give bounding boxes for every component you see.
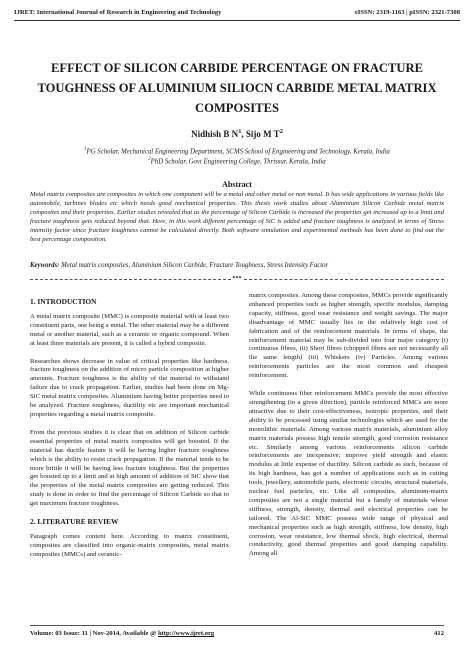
keywords-text: Metal matrix composites, Aluminium Silicon Carbide, Fracture Toughness, Stress Intensity Factor xyxy=(59,262,329,269)
right-column xyxy=(249,292,448,568)
paragraph: matrix composites. Among these composites, MMCs provide significantly enhanced properties such as higher strength, specific modulus, damping capacity, stiffness, good wear resistance and weight savings. The major disadvantage of MMC usually lies in the relatively high cost of fabrication and of the reinforcement materials. In terms of shape, the reinforcement material may be sub-divided into four major category (i) continuous fibres, (ii) Short fibres (chopped fibres are not necessarily all the same length) (iii) Whiskers (iv) Particles. Among various reinforcements particles are the most common and cheapest reinforcement. xyxy=(249,292,448,380)
paper-title: EFFECT OF SILICON CARBIDE PERCENTAGE ON FRACTURE TOUGHNESS OF ALUMINIUM SILIOCN CARBIDE METAL MATRIX COMPOSITES xyxy=(37,61,437,115)
author-sep: , xyxy=(241,129,246,139)
separator-stars: *** xyxy=(232,276,242,282)
section-separator xyxy=(30,276,444,282)
header-rule xyxy=(14,20,460,21)
affiliation-1-text: PG Scholar, Mechanical Engineering Department, SCMS School of Engineering and Technology, Kerala, India xyxy=(86,148,390,156)
author-1: Nidhish B N xyxy=(191,129,239,139)
left-column xyxy=(30,292,229,569)
abstract-heading: Abstract xyxy=(222,180,252,189)
affiliation-2-text: PhD Scholar, Govt Engineering College, Thrissur, Kerala, India xyxy=(150,158,326,166)
authors xyxy=(0,128,474,139)
paragraph: Researches shows decrease in value of critical properties like hardness, fracture toughness on the addition of micro particle composition at higher amounts. Fracture toughness is the ability of the material to withstand failure due to crack propagation. Earlier, studies had been done on Mg-SiC metal matrix composites. Aluminium having better properties need to be analyzed. Fracture toughness, ductility etc are important mechanical properties regarding a metal matrix composite. xyxy=(30,357,229,418)
keywords-label: Keywords: xyxy=(30,262,60,269)
paragraph: Paragraph comes content here. According to matrix constituent, composites are classified into organic-matrix composites, metal matrix composites (MMCs) and ceramic- xyxy=(30,532,229,558)
author-2: Sijo M T xyxy=(245,129,280,139)
paragraph: While continuous fiber reinforcement MMCs provide the most effective strengthening (in a given direction), particle reinforced MMCs are more attractive due to their cost-effectiveness, isotropic properties, and their ability to be processed using similar technologies which are used for the monolithic materials. Among various matrix materials, aluminium alloy matrix materials possess high tensile strength, good corrosion resistance etc. Similarly among various reinforcements silicon carbide reinforcements are inexpensive; improve yield strength and elastic modulus at little expense of ductility. Silicon carbide as such, because of its high hardness, has got a number of applications such as in cutting tools, jewellery, automobile parts, electronic circuits, structural materials, nuclear fuel particles, etc. Like all composites, aluminum-matrix composites are not a single material but a family of materials whose stiffness, strength, density, thermal and electrical properties can be tailored. The Al-SiC MMC possess wide range of physical and mechanical properties such as high strength, stiffness, low density, high corrosion, wear resistance, low thermal shock, high electrical, thermal conductivity, good thermal properties and good damping capability. Among all xyxy=(249,390,448,558)
journal-name: IJRET: International Journal of Research in Engineering and Technology xyxy=(14,9,222,16)
footer xyxy=(30,630,444,637)
page-number: 412 xyxy=(434,630,444,637)
paragraph: From the previous studies it is clear that on addition of Silicon carbide essential properties of metal matrix composites will get boosted. If the material has ductile feature it will be having higher fracture toughness which is the ability to resist crack propagation. If the material tends to be more brittle it will be having less fracture toughness. But the properties get boosted up to a limit and at high amount of addition of SiC show that the properties of the metal matrix composites are getting reduced. This study is done in order to find the percentage of Silicon Carbide so that to get maximum fracture toughness. xyxy=(30,428,229,508)
author-1-sup: 1 xyxy=(238,128,242,135)
heading-literature-review: 2. LITERATURE REVIEW xyxy=(30,517,119,527)
issn: eISSN: 2319-1163 | pISSN: 2321-7308 xyxy=(354,9,460,16)
heading-introduction: 1. INTRODUCTION xyxy=(30,297,97,306)
affiliation-1-sup: 1 xyxy=(84,147,87,152)
footer-volume xyxy=(30,630,214,637)
separator-line-left xyxy=(30,279,231,280)
footer-url-link[interactable]: http://www.ijret.org xyxy=(157,630,215,637)
paragraph: A metal matrix composite (MMC) is composite material with at least two constituent parts, one being a metal. The other material may be a different metal or another material, such as a ceramic or organic compound. When at least three materials are present, it is called a hybrid composite. xyxy=(30,312,229,347)
affiliation-2 xyxy=(30,155,444,166)
keywords xyxy=(30,262,444,269)
footer-volume-text: Volume: 03 Issue: 11 | Nov-2014, Available @ xyxy=(30,630,158,637)
affiliation-2-sup: 2 xyxy=(148,157,151,162)
running-header xyxy=(14,9,460,16)
abstract-text: Metal matrix composites are composites in which one component will be a metal and other metal or non metal. It has wide applications in various fields like automobile, turbines blades etc which needs good mechanical properties. This thesis work studies about Aluminium Silicon Carbide metal matrix composites and their properties. Earlier studies revealed that as the percentage of Silicon Carbide is increased the properties get increased up to a limit and fracture toughness gets reduced beyond that. Here, in this work different percentage of SiC is added and fracture toughness is analyzed in terms of Stress intensity factor since fracture toughness cannot be calculated directly. Both software simulation and experimental methods has been done to find out the best percentage composition. xyxy=(30,191,444,243)
author-2-sup: 2 xyxy=(279,128,283,135)
separator-line-right xyxy=(244,279,445,280)
footer-rule xyxy=(30,625,444,626)
